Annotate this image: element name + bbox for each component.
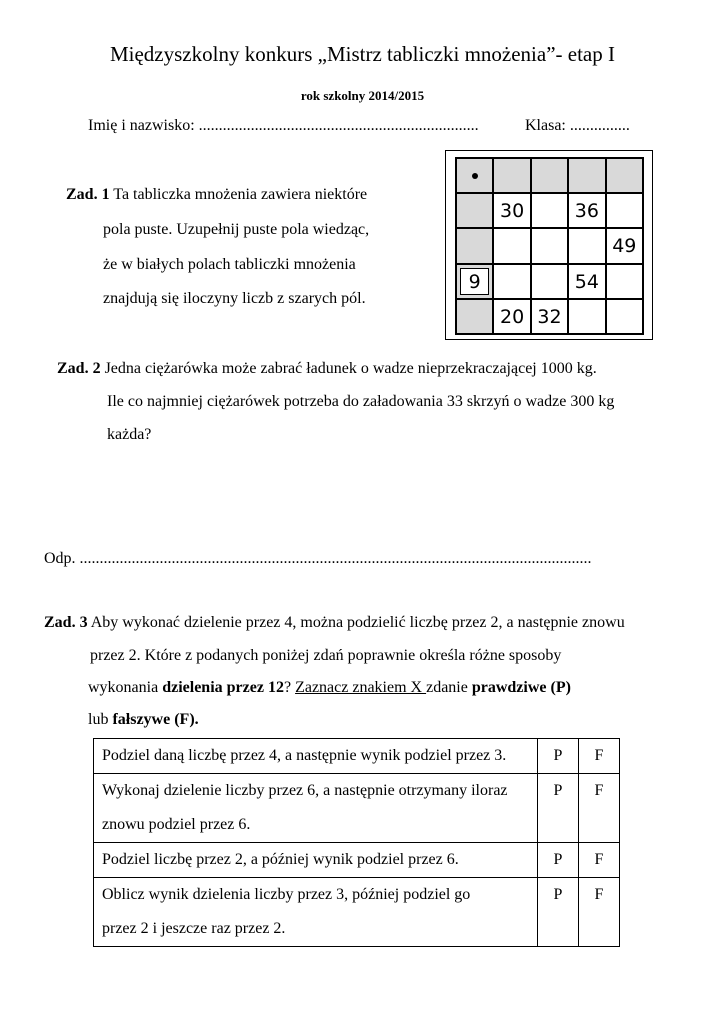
grid-product-cell[interactable] (607, 194, 644, 229)
false-option[interactable]: F (579, 843, 620, 878)
task2-line3: każda? (107, 426, 152, 443)
grid-product-cell[interactable] (532, 265, 569, 300)
school-year: rok szkolny 2014/2015 (300, 88, 425, 103)
page-title: Międzyszkolny konkurs „Mistrz tabliczki mnożenia”- etap I (109, 42, 615, 66)
false-option[interactable]: F (579, 739, 620, 774)
task2-line1 (57, 360, 597, 378)
grid-product-cell: 30 (494, 194, 531, 229)
task2-line2: Ile co najmniej ciężarówek potrzeba do załadowania 33 skrzyń o wadze 300 kg (107, 393, 615, 410)
table-row (94, 739, 620, 774)
grid-product-cell[interactable] (607, 265, 644, 300)
grid-product-cell: 49 (607, 229, 644, 264)
task1-text-1: Ta tabliczka mnożenia zawiera niektóre (113, 186, 368, 203)
task3-text-1: Aby wykonać dzielenie przez 4, można podzielić liczbę przez 2, a następnie znowu (90, 614, 625, 631)
grid-row-header-cell[interactable] (457, 194, 494, 229)
task3-line4: lub fałszywe (F). (88, 711, 199, 728)
grid-product-cell[interactable] (607, 300, 644, 335)
grid-product-cell[interactable] (494, 265, 531, 300)
grid-product-cell: 32 (532, 300, 569, 335)
grid-product-cell: 20 (494, 300, 531, 335)
grid-product-cell: 54 (569, 265, 606, 300)
task1-label: Zad. 1 (66, 186, 110, 203)
table-row (94, 843, 620, 878)
task2-text-1: Jedna ciężarówka może zabrać ładunek o wadze nieprzekraczającej 1000 kg. (104, 360, 597, 377)
grid-product-cell: 36 (569, 194, 606, 229)
task1-line1 (66, 186, 367, 204)
statement-cell: Podziel daną liczbę przez 4, a następnie wynik podziel przez 3. (94, 739, 538, 774)
grid-product-cell[interactable] (532, 229, 569, 264)
grid-row-header-cell: 9 (457, 265, 494, 300)
table-row (94, 878, 620, 947)
grid-product-cell[interactable] (569, 300, 606, 335)
grid-header-cell[interactable] (494, 159, 531, 194)
table-row (94, 774, 620, 843)
grid-product-cell[interactable] (494, 229, 531, 264)
multiplication-grid (455, 157, 644, 335)
task1-line3: że w białych polach tabliczki mnożenia (103, 256, 356, 273)
grid-row-header-cell[interactable] (457, 300, 494, 335)
grid-header-cell[interactable] (569, 159, 606, 194)
grid-product-cell[interactable] (569, 229, 606, 264)
name-field[interactable]: Imię i nazwisko: ...................................................................... (88, 117, 479, 134)
statement-cell: Wykonaj dzielenie liczby przez 6, a następnie otrzymany iloraz znowu podziel przez 6. (94, 774, 538, 843)
task3-line1 (44, 614, 625, 632)
true-option[interactable]: P (538, 774, 579, 843)
task1-line2: pola puste. Uzupełnij puste pola wiedząc, (103, 221, 370, 238)
grid-header-cell[interactable] (607, 159, 644, 194)
task3-line2: przez 2. Które z podanych poniżej zdań poprawnie określa różne sposoby (90, 647, 562, 664)
task1-line4: znajdują się iloczyny liczb z szarych pól. (103, 290, 366, 307)
true-false-table (93, 738, 620, 947)
task2-label: Zad. 2 (57, 360, 101, 377)
false-option[interactable]: F (579, 774, 620, 843)
true-option[interactable]: P (538, 739, 579, 774)
multiply-dot-icon (472, 173, 478, 179)
task3-line3: wykonania dzielenia przez 12? Zaznacz znakiem X zdanie prawdziwe (P) (88, 679, 571, 696)
class-field[interactable]: Klasa: ............... (525, 117, 630, 134)
statement-cell: Podziel liczbę przez 2, a później wynik podziel przez 6. (94, 843, 538, 878)
grid-product-cell[interactable] (532, 194, 569, 229)
false-option[interactable]: F (579, 878, 620, 947)
grid-row-header-cell[interactable] (457, 229, 494, 264)
statement-cell: Oblicz wynik dzielenia liczby przez 3, później podziel go przez 2 i jeszcze raz przez 2. (94, 878, 538, 947)
answer-line[interactable]: Odp. ................................................................................................................................ (44, 550, 592, 567)
grid-operator-cell (457, 159, 494, 194)
true-option[interactable]: P (538, 843, 579, 878)
grid-header-cell[interactable] (532, 159, 569, 194)
true-option[interactable]: P (538, 878, 579, 947)
task3-label: Zad. 3 (44, 614, 88, 631)
